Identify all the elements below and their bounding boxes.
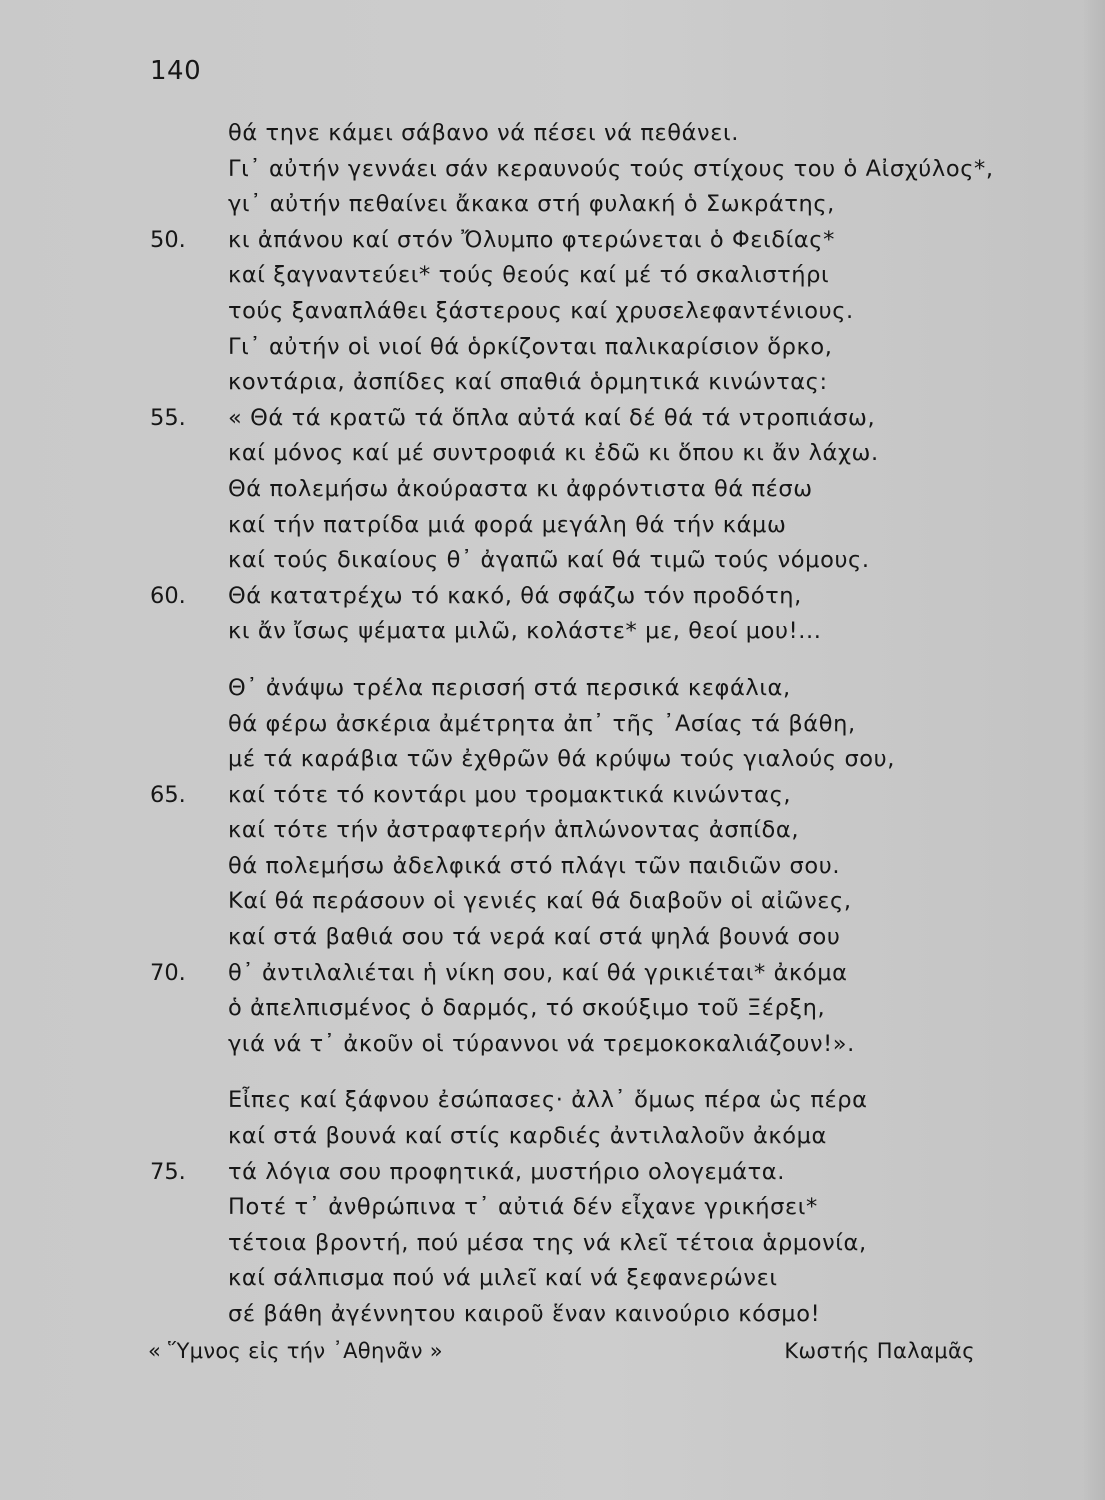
line-text: τά λόγια σου προφητικά, μυστήριο ολογεμάτα.: [228, 1158, 785, 1185]
poem-line: [0, 671, 1105, 707]
line-text: κι ἀπάνου καί στόν Ὄλυμπο φτερώνεται ὁ Φειδίας*: [228, 226, 835, 253]
poem-line: [0, 1155, 1105, 1191]
line-text: « Θά τά κρατῶ τά ὅπλα αὐτά καί δέ θά τά ντροπιάσω,: [228, 404, 876, 431]
line-text: τούς ξαναπλάθει ξάστερους καί χρυσελεφαντένιους.: [228, 297, 854, 324]
line-text: Θά πολεμήσω ἀκούραστα κι ἀφρόντιστα θά πέσω: [228, 475, 813, 502]
line-text: θά τηνε κάμει σάβανο νά πέσει νά πεθάνει.: [228, 120, 739, 146]
poem-line: [0, 1226, 1105, 1262]
poem-line: [0, 1027, 1105, 1063]
line-text: καί μόνος καί μέ συντροφιά κι ἐδῶ κι ὅπου κι ἄν λάχω.: [228, 440, 879, 467]
line-text: καί τούς δικαίους θ᾿ ἀγαπῶ καί θά τιμῶ τούς νόμους.: [228, 547, 870, 574]
poem-line: [0, 614, 1105, 650]
line-text: καί τότε τό κοντάρι μου τρομακτικά κινώντας,: [228, 781, 792, 808]
poem-line: [0, 152, 1105, 188]
poem-line: [0, 991, 1105, 1027]
line-text: καί σάλπισμα πού νά μιλεῖ καί νά ξεφανερώνει: [228, 1265, 778, 1292]
line-text: Ποτέ τ᾿ ἀνθρώπινα τ᾿ αὐτιά δέν εἶχανε γρικήσει*: [228, 1194, 818, 1221]
line-text: καί τήν πατρίδα μιά φορά μεγάλη θά τήν κάμω: [228, 511, 787, 538]
line-number: 70.: [150, 959, 186, 986]
poem-line: [0, 579, 1105, 615]
poem-body: [0, 116, 1105, 1333]
poem-line: [0, 401, 1105, 437]
line-text: θά φέρω ἀσκέρια ἀμέτρητα ἀπ᾿ τῆς ᾿Ασίας τά βάθη,: [228, 710, 856, 737]
line-text: Εἶπες καί ξάφνου ἐσώπασες· ἀλλ᾿ ὅμως πέρα ὡς πέρα: [228, 1087, 868, 1114]
poem-line: [0, 116, 1105, 152]
poem-line: [0, 294, 1105, 330]
line-text: γιά νά τ᾿ ἀκοῦν οἱ τύραννοι νά τρεμοκοκαλιάζουν!».: [228, 1030, 855, 1057]
line-text: μέ τά καράβια τῶν ἐχθρῶν θά κρύψω τούς γιαλούς σου,: [228, 746, 896, 773]
poem-line: [0, 742, 1105, 778]
line-text: καί στά βουνά καί στίς καρδιές ἀντιλαλοῦν ἀκόμα: [228, 1123, 827, 1150]
line-text: Γι᾿ αὐτήν γεννάει σάν κεραυνούς τούς στίχους του ὁ Αἰσχύλος*,: [228, 155, 994, 182]
poem-source-title: « Ὕμνος εἰς τήν ᾿Αθηνᾶν »: [148, 1339, 443, 1363]
line-text: καί ξαγναντεύει* τούς θεούς καί μέ τό σκαλιστήρι: [228, 262, 830, 289]
line-text: σέ βάθη ἀγέννητου καιροῦ ἕναν καινούριο κόσμο!: [228, 1301, 821, 1327]
line-text: τέτοια βροντή, πού μέσα της νά κλεῖ τέτοια ἁρμονία,: [228, 1229, 867, 1256]
poem-line: [0, 707, 1105, 743]
line-number: 65.: [150, 781, 186, 808]
poem-line: [0, 543, 1105, 579]
poem-line: [0, 813, 1105, 849]
poem-line: [0, 223, 1105, 259]
page-number: 140: [150, 56, 202, 86]
line-text: Θά κατατρέχω τό κακό, θά σφάζω τόν προδότη,: [228, 582, 802, 609]
page-footer: [0, 1336, 1105, 1366]
poem-line: [0, 1297, 1105, 1333]
line-text: θά πολεμήσω ἀδελφικά στό πλάγι τῶν παιδιῶν σου.: [228, 852, 841, 879]
poem-author: Κωστής Παλαμᾶς: [784, 1339, 975, 1363]
line-text: ὁ ἀπελπισμένος ὁ δαρμός, τό σκούξιμο τοῦ Ξέρξη,: [228, 995, 826, 1022]
poem-line: [0, 849, 1105, 885]
poem-line: [0, 1119, 1105, 1155]
line-number: 55.: [150, 404, 186, 431]
line-number: 60.: [150, 582, 186, 609]
line-text: θ᾿ ἀντιλαλιέται ἡ νίκη σου, καί θά γρικιέται* ἀκόμα: [228, 959, 848, 986]
poem-line: [0, 1261, 1105, 1297]
line-text: καί στά βαθιά σου τά νερά καί στά ψηλά βουνά σου: [228, 924, 841, 951]
poem-line: [0, 330, 1105, 366]
poem-line: [0, 920, 1105, 956]
poem-line: [0, 258, 1105, 294]
line-number: 50.: [150, 226, 186, 253]
line-text: κοντάρια, ἀσπίδες καί σπαθιά ὁρμητικά κινώντας:: [228, 369, 828, 396]
poem-line: [0, 508, 1105, 544]
line-text: Θ᾿ ἀνάψω τρέλα περισσή στά περσικά κεφάλια,: [228, 674, 791, 701]
poem-line: [0, 956, 1105, 992]
poem-line: [0, 1083, 1105, 1119]
line-text: Καί θά περάσουν οἱ γενιές καί θά διαβοῦν οἱ αἰῶνες,: [228, 888, 852, 915]
poem-line: [0, 472, 1105, 508]
line-number: 75.: [150, 1158, 186, 1185]
poem-line: [0, 778, 1105, 814]
line-text: γι᾿ αὐτήν πεθαίνει ἄκακα στή φυλακή ὁ Σωκράτης,: [228, 191, 835, 218]
line-text: καί τότε τήν ἀστραφτερήν ἁπλώνοντας ἀσπίδα,: [228, 817, 800, 844]
poem-line: [0, 365, 1105, 401]
poem-line: [0, 884, 1105, 920]
poem-line: [0, 1190, 1105, 1226]
poem-line: [0, 436, 1105, 472]
line-text: Γι᾿ αὐτήν οἱ νιοί θά ὁρκίζονται παλικαρίσιον ὅρκο,: [228, 333, 833, 360]
poem-line: [0, 187, 1105, 223]
line-text: κι ἄν ἴσως ψέματα μιλῶ, κολάστε* με, θεοί μου!...: [228, 618, 822, 645]
